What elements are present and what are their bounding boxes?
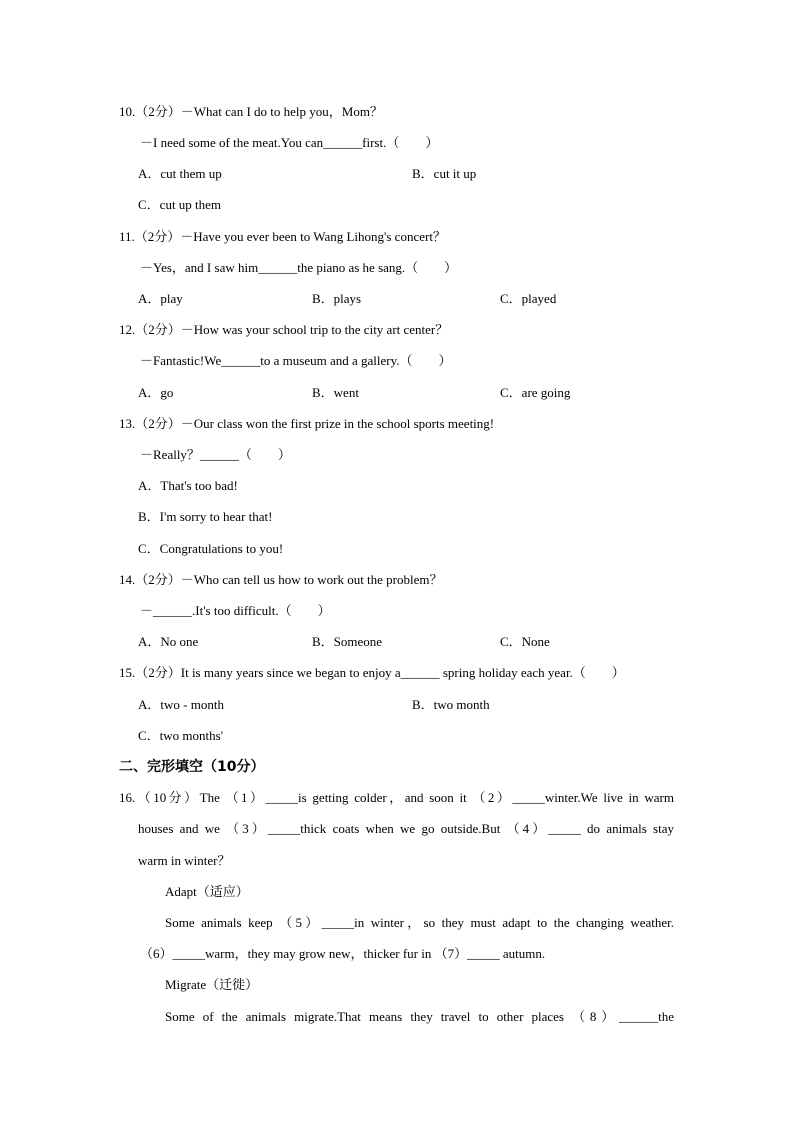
question-13-option-c: C．Congratulations to you! xyxy=(138,541,284,556)
question-10-reply: －I need some of the meat.You can______first.（ ） xyxy=(140,135,439,150)
question-10-option-c: C．cut up them xyxy=(138,197,222,212)
question-14-option-c: C．None xyxy=(500,634,550,649)
question-14-reply: －______.It's too difficult.（ ） xyxy=(140,603,331,618)
question-14-stem: 14.（2分）－Who can tell us how to work out the problem？ xyxy=(119,572,443,587)
question-10-stem: 10.（2分）－What can I do to help you，Mom？ xyxy=(119,104,383,119)
question-15-stem: 15.（2分）It is many years since we began to enjoy a______ spring holiday each year.（ ） xyxy=(119,665,625,680)
question-11-reply: －Yes，and I saw him______the piano as he sang.（ ） xyxy=(140,260,458,275)
question-10-option-b: B．cut it up xyxy=(412,166,477,181)
cloze-line-1: 16.（10分）The （1）_____is getting colder，and soon it （2）_____winter.We live in warm xyxy=(119,790,674,805)
question-11-option-a: A．play xyxy=(138,291,183,306)
question-10-option-a: A．cut them up xyxy=(138,166,222,181)
question-11-stem: 11.（2分）－Have you ever been to Wang Lihong's concert？ xyxy=(119,229,446,244)
question-12-option-b: B．went xyxy=(312,385,359,400)
cloze-line-2: houses and we （3）_____thick coats when we go outside.But （4）_____ do animals stay xyxy=(138,821,674,836)
question-15-option-b: B．two month xyxy=(412,697,490,712)
question-12-reply: －Fantastic!We______to a museum and a gallery.（ ） xyxy=(140,353,452,368)
question-14-option-a: A．No one xyxy=(138,634,199,649)
question-15-option-c: C．two months' xyxy=(138,728,224,743)
question-12-stem: 12.（2分）－How was your school trip to the city art center？ xyxy=(119,322,449,337)
question-13-option-b: B．I'm sorry to hear that! xyxy=(138,509,273,524)
adapt-heading: Adapt（适应） xyxy=(165,884,249,899)
question-12-option-a: A．go xyxy=(138,385,174,400)
cloze-paragraph-2-line-1: Some of the animals migrate.That means they travel to other places （8）______the xyxy=(165,1009,674,1024)
question-13-option-a: A．That's too bad! xyxy=(138,478,238,493)
section-heading: 二、完形填空（10分） xyxy=(119,759,265,775)
cloze-paragraph-1-line-1: Some animals keep （5）_____in winter，so they must adapt to the changing weather. xyxy=(165,915,674,930)
question-12-option-c: C．are going xyxy=(500,385,571,400)
question-14-option-b: B．Someone xyxy=(312,634,383,649)
question-13-stem: 13.（2分）－Our class won the first prize in the school sports meeting! xyxy=(119,416,495,431)
cloze-line-3: warm in winter？ xyxy=(138,853,231,868)
question-11-option-b: B．plays xyxy=(312,291,362,306)
cloze-paragraph-1-line-2: （6）_____warm，they may grow new，thicker fur in （7）_____ autumn. xyxy=(140,946,546,961)
question-11-option-c: C．played xyxy=(500,291,557,306)
migrate-heading: Migrate（迁徙） xyxy=(165,977,259,992)
question-13-reply: －Really？______（ ） xyxy=(140,447,291,462)
question-15-option-a: A．two - month xyxy=(138,697,224,712)
